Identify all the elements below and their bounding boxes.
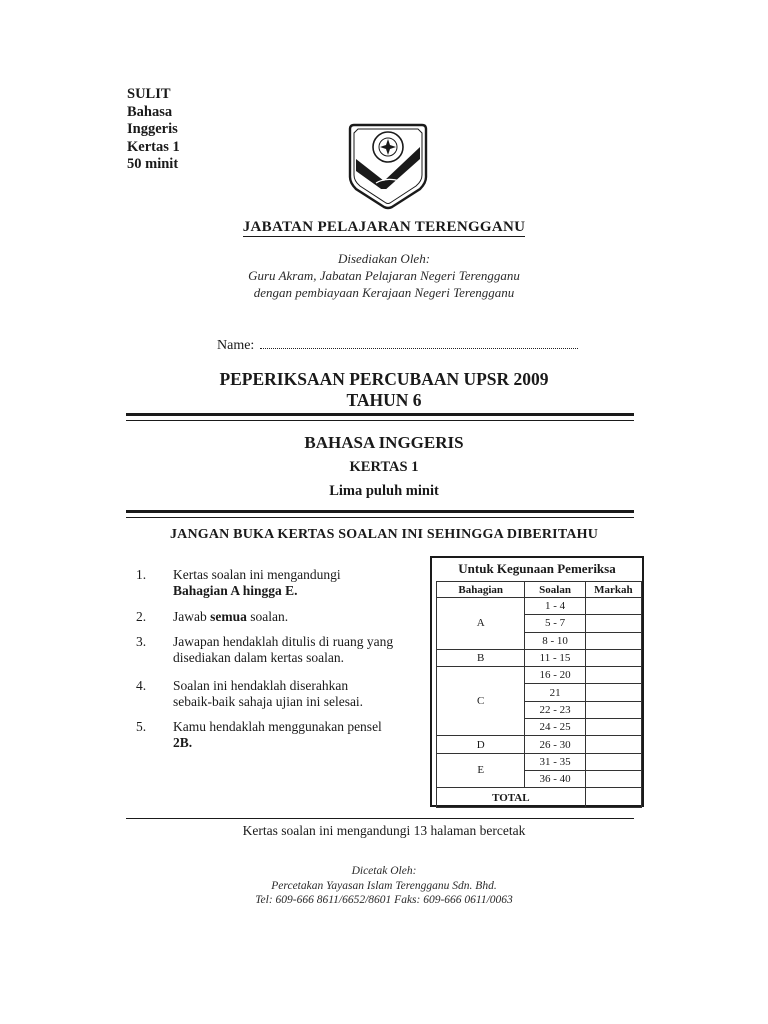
paper-number: Kertas 1 xyxy=(127,138,180,155)
examiner-use-box xyxy=(430,556,644,807)
column-header: Bahagian xyxy=(437,582,525,598)
examiner-marks-table xyxy=(436,581,642,808)
instruction-item xyxy=(136,719,426,753)
instruction-text-bold: semua xyxy=(210,609,247,624)
question-range-cell: 36 - 40 xyxy=(525,770,585,787)
question-range-cell: 22 - 23 xyxy=(525,701,585,718)
marks-cell[interactable] xyxy=(585,615,641,632)
column-header: Markah xyxy=(585,582,641,598)
page-count-note: Kertas soalan ini mengandungi 13 halaman bercetak xyxy=(242,823,526,838)
school-crest-icon xyxy=(346,111,430,211)
section-cell: E xyxy=(437,753,525,788)
instruction-text xyxy=(173,567,433,599)
question-range-cell: 26 - 30 xyxy=(525,736,585,753)
warning-text: JANGAN BUKA KERTAS SOALAN INI SEHINGGA DIBERITAHU xyxy=(169,527,599,542)
subject-block xyxy=(0,432,768,502)
instruction-text-plain: Kamu hendaklah menggunakan pensel xyxy=(173,719,382,734)
exam-title: PEPERIKSAAN PERCUBAAN UPSR 2009 xyxy=(219,369,549,389)
marks-cell[interactable] xyxy=(585,770,641,787)
section-cell: B xyxy=(437,649,525,666)
question-range-cell: 31 - 35 xyxy=(525,753,585,770)
section-cell: A xyxy=(437,598,525,650)
instruction-item xyxy=(136,678,426,712)
instruction-item xyxy=(136,634,426,668)
table-row xyxy=(437,598,642,615)
instruction-text-plain: Jawab xyxy=(173,609,211,624)
department-title xyxy=(0,219,768,236)
paper-duration: 50 minit xyxy=(127,156,179,172)
instruction-text-plain: soalan. xyxy=(246,609,289,624)
table-row xyxy=(437,649,642,666)
divider-bottom xyxy=(126,818,634,819)
marks-cell[interactable] xyxy=(585,684,641,701)
section-cell: C xyxy=(437,667,525,736)
name-field xyxy=(217,336,578,354)
question-range-cell: 16 - 20 xyxy=(525,667,585,684)
examiner-box-title: Untuk Kegunaan Pemeriksa xyxy=(458,561,616,576)
total-label-cell: TOTAL xyxy=(437,788,586,808)
printer-label: Dicetak Oleh: xyxy=(351,865,417,877)
marks-cell[interactable] xyxy=(585,701,641,718)
marks-cell[interactable] xyxy=(585,753,641,770)
table-row xyxy=(437,736,642,753)
marks-cell[interactable] xyxy=(585,598,641,615)
instruction-text-bold: Bahagian A hingga E. xyxy=(173,583,298,598)
subject-duration: Lima puluh minit xyxy=(329,483,439,499)
divider-middle xyxy=(126,510,634,518)
department-logo xyxy=(346,111,430,211)
instruction-item xyxy=(136,567,426,601)
subject-line-2: Inggeris xyxy=(127,121,178,137)
classification-label: SULIT xyxy=(127,86,171,102)
instruction-number: 5. xyxy=(136,719,147,734)
marks-cell[interactable] xyxy=(585,667,641,684)
marks-cell[interactable] xyxy=(585,632,641,649)
subject-name: BAHASA INGGERIS xyxy=(304,433,464,452)
column-header: Soalan xyxy=(525,582,585,598)
instruction-number: 1. xyxy=(136,567,147,582)
instruction-number: 4. xyxy=(136,678,147,693)
instruction-item xyxy=(136,609,426,627)
table-header-row xyxy=(437,582,642,598)
marks-cell[interactable] xyxy=(585,649,641,666)
total-marks-cell[interactable] xyxy=(585,788,641,808)
subject-line-1: Bahasa xyxy=(127,103,173,120)
department-name: JABATAN PELAJARAN TERENGGANU xyxy=(242,219,526,235)
subject-paper: KERTAS 1 xyxy=(349,459,419,475)
question-range-cell: 11 - 15 xyxy=(525,649,585,666)
exam-year: TAHUN 6 xyxy=(346,390,422,410)
printer-block xyxy=(0,864,768,908)
table-total-row xyxy=(437,788,642,808)
marks-cell[interactable] xyxy=(585,736,641,753)
name-label: Name: xyxy=(217,338,255,353)
instruction-text xyxy=(173,609,433,625)
question-range-cell: 8 - 10 xyxy=(525,632,585,649)
question-range-cell: 21 xyxy=(525,684,585,701)
prepared-by-funding: dengan pembiayaan Kerajaan Negeri Terengganu xyxy=(253,285,515,300)
instruction-text: Soalan ini hendaklah diserahkan sebaik-baik sahaja ujian ini selesai. xyxy=(173,678,364,709)
printer-contact: Tel: 609-666 8611/6652/8601 Faks: 609-666 0611/0063 xyxy=(255,894,513,906)
instruction-text xyxy=(173,719,433,751)
marks-cell[interactable] xyxy=(585,719,641,736)
table-row xyxy=(437,667,642,684)
table-row xyxy=(437,753,642,770)
exam-title-block xyxy=(0,369,768,411)
prepared-by-author: Guru Akram, Jabatan Pelajaran Negeri Terengganu xyxy=(248,268,520,283)
question-range-cell: 5 - 7 xyxy=(525,615,585,632)
name-dotted-line[interactable] xyxy=(260,336,578,349)
section-cell: D xyxy=(437,736,525,753)
instruction-text: Jawapan hendaklah ditulis di ruang yang disediakan dalam kertas soalan. xyxy=(173,634,394,665)
instruction-text-plain: Kertas soalan ini mengandungi xyxy=(173,567,341,582)
prepared-by-label: Disediakan Oleh: xyxy=(337,251,431,266)
paper-info-block xyxy=(127,86,180,174)
prepared-by-block xyxy=(0,250,768,301)
question-range-cell: 1 - 4 xyxy=(525,598,585,615)
divider-top xyxy=(126,413,634,421)
instruction-number: 2. xyxy=(136,609,147,624)
instruction-text-bold: 2B. xyxy=(173,735,193,750)
question-range-cell: 24 - 25 xyxy=(525,719,585,736)
instruction-number: 3. xyxy=(136,634,147,649)
printer-name: Percetakan Yayasan Islam Terengganu Sdn. Bhd. xyxy=(271,879,497,892)
